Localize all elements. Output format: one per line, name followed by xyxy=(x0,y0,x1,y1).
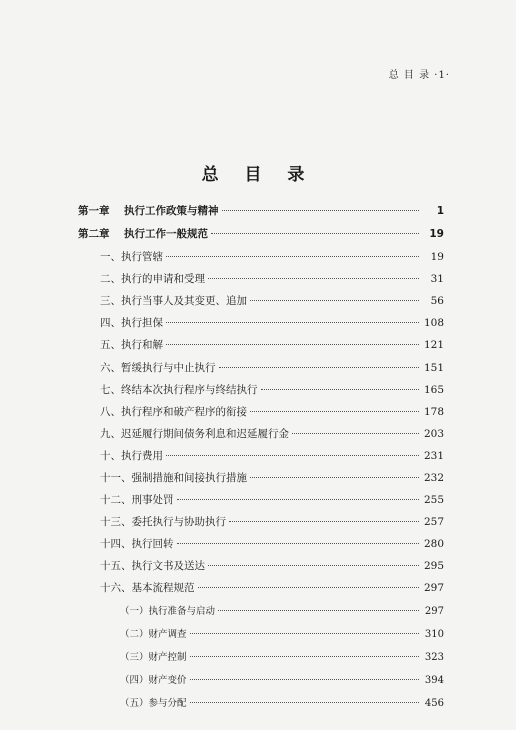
entry-title: 六、暂缓执行与中止执行 xyxy=(100,362,216,374)
toc-entry[interactable] xyxy=(78,514,444,529)
chapter-title: 执行工作政策与精神 xyxy=(124,205,219,217)
page-title: 总 目 录 xyxy=(201,165,315,185)
dot-leader xyxy=(261,389,420,390)
toc-entry[interactable] xyxy=(78,558,444,573)
dot-leader xyxy=(177,543,420,544)
entry-title: 二、执行的申请和受理 xyxy=(100,273,205,285)
toc-chapter-2[interactable] xyxy=(78,226,444,241)
entry-title: 十三、委托执行与协助执行 xyxy=(100,516,226,528)
page-number: 178 xyxy=(423,406,444,418)
page-number: 295 xyxy=(423,560,444,572)
entry-title: 十六、基本流程规范 xyxy=(100,582,195,594)
entry-title: 五、执行和解 xyxy=(100,339,163,351)
entry-title: 三、执行当事人及其变更、追加 xyxy=(100,295,247,307)
page-number: 257 xyxy=(423,516,444,528)
page-number: 56 xyxy=(430,295,444,307)
entry-title: 八、执行程序和破产程序的衔接 xyxy=(100,406,247,418)
page-number: 394 xyxy=(424,675,444,686)
chapter-number: 第二章 xyxy=(78,228,110,240)
entry-title: 七、终结本次执行程序与终结执行 xyxy=(100,384,258,396)
dot-leader xyxy=(208,278,419,279)
subentry-title: （二）财产调查 xyxy=(120,629,187,640)
dot-leader xyxy=(190,656,419,657)
entry-title: 四、执行担保 xyxy=(100,317,163,329)
dot-leader xyxy=(250,477,419,478)
entry-title: 十二、刑事处罚 xyxy=(100,494,174,506)
page-number: 255 xyxy=(423,494,444,506)
toc-subentry[interactable] xyxy=(78,626,444,640)
page-number: 121 xyxy=(423,339,444,351)
page-number: 19 xyxy=(430,251,444,263)
page-number: 232 xyxy=(423,472,444,484)
toc-entry[interactable] xyxy=(78,470,444,485)
entry-title: 十、执行费用 xyxy=(100,450,163,462)
entry-title: 十一、强制措施和间接执行措施 xyxy=(100,472,247,484)
toc-subentry[interactable] xyxy=(78,672,444,686)
toc-entry[interactable] xyxy=(78,337,444,352)
page-number: 456 xyxy=(424,698,444,709)
toc-entry[interactable] xyxy=(78,448,444,463)
dot-leader xyxy=(198,587,420,588)
page-number: 310 xyxy=(424,629,444,640)
entry-title: 一、执行管辖 xyxy=(100,251,163,263)
subentry-title: （一）执行准备与启动 xyxy=(120,606,216,617)
subentry-title: （三）财产控制 xyxy=(120,652,187,663)
toc-entry[interactable] xyxy=(78,426,444,441)
dot-leader xyxy=(250,411,419,412)
page-number: 323 xyxy=(424,652,444,663)
toc-chapter-1[interactable] xyxy=(78,203,444,218)
chapter-title: 执行工作一般规范 xyxy=(124,228,208,240)
subentry-title: （五）参与分配 xyxy=(120,698,187,709)
dot-leader xyxy=(208,565,419,566)
toc-subentry[interactable] xyxy=(78,603,444,617)
dot-leader xyxy=(166,455,419,456)
dot-leader xyxy=(166,322,419,323)
page-number: 297 xyxy=(424,606,444,617)
entry-title: 十四、执行回转 xyxy=(100,538,174,550)
toc-subentry[interactable] xyxy=(78,649,444,663)
toc-entry[interactable] xyxy=(78,315,444,330)
entry-title: 九、迟延履行期间债务利息和迟延履行金 xyxy=(100,428,289,440)
dot-leader xyxy=(190,702,419,703)
dot-leader xyxy=(211,233,419,234)
toc-entry[interactable] xyxy=(78,293,444,308)
page-number: 108 xyxy=(423,317,444,329)
chapter-number: 第一章 xyxy=(78,205,110,217)
dot-leader xyxy=(166,256,419,257)
toc-entry[interactable] xyxy=(78,360,444,375)
dot-leader xyxy=(218,610,419,611)
page-number: 1 xyxy=(436,205,444,217)
page-number: 203 xyxy=(423,428,444,440)
subentry-title: （四）财产变价 xyxy=(120,675,187,686)
page-number: 297 xyxy=(423,582,444,594)
entry-title: 十五、执行文书及送达 xyxy=(100,560,205,572)
toc-subentry[interactable] xyxy=(78,695,444,709)
toc-entry[interactable] xyxy=(78,271,444,286)
dot-leader xyxy=(166,344,419,345)
dot-leader xyxy=(177,499,420,500)
toc-entry[interactable] xyxy=(78,536,444,551)
toc-entry[interactable] xyxy=(78,492,444,507)
toc-entry[interactable] xyxy=(78,404,444,419)
dot-leader xyxy=(292,433,419,434)
running-header: 总 目 录 ·1· xyxy=(388,70,450,81)
page-number: 19 xyxy=(429,228,444,240)
dot-leader xyxy=(190,633,419,634)
dot-leader xyxy=(190,679,419,680)
toc-entry[interactable] xyxy=(78,382,444,397)
dot-leader xyxy=(229,521,419,522)
toc-entry[interactable] xyxy=(78,580,444,595)
page-number: 165 xyxy=(423,384,444,396)
dot-leader xyxy=(219,367,420,368)
dot-leader xyxy=(250,300,419,301)
toc-entry[interactable] xyxy=(78,249,444,264)
page-number: 280 xyxy=(423,538,444,550)
page-number: 151 xyxy=(423,362,444,374)
dot-leader xyxy=(222,210,420,211)
page-number: 231 xyxy=(423,450,444,462)
page-number: 31 xyxy=(430,273,444,285)
